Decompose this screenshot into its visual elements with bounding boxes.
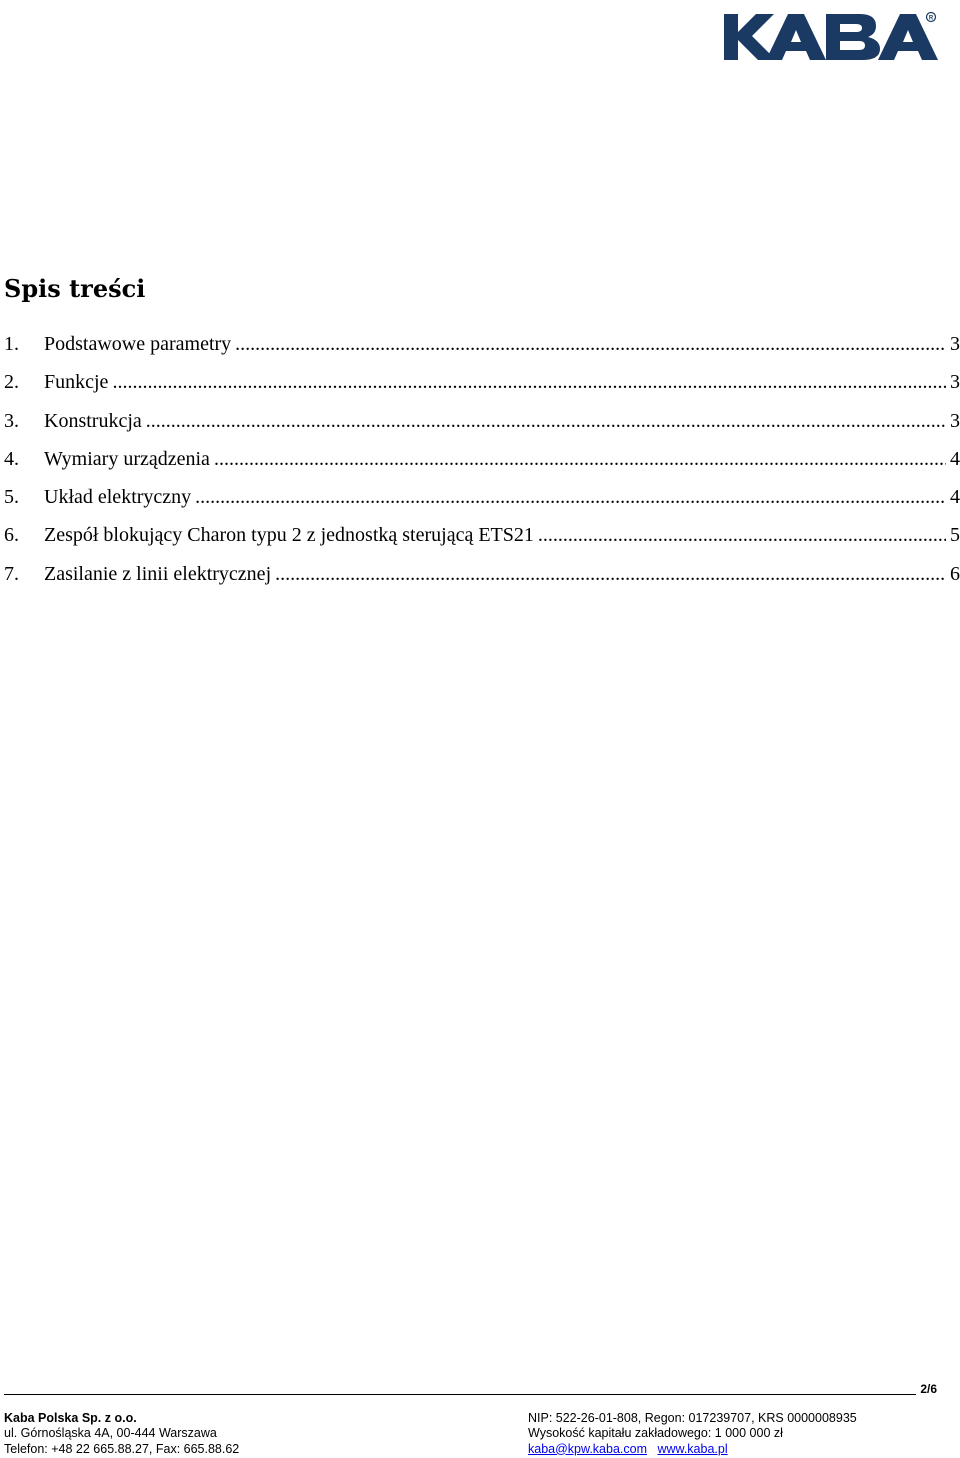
toc-entry-page: 3: [950, 409, 960, 432]
toc-entry[interactable]: [4, 410, 960, 448]
toc-entry-page: 4: [950, 447, 960, 470]
company-capital: Wysokość kapitału zakładowego: 1 000 000 zł: [528, 1426, 783, 1441]
company-phone: Telefon: +48 22 665.88.27, Fax: 665.88.62: [4, 1441, 240, 1456]
company-name: Kaba Polska Sp. z o.o.: [4, 1411, 137, 1425]
email-link[interactable]: kaba@kpw.kaba.com: [528, 1441, 648, 1456]
footer-company-info: [4, 1411, 239, 1457]
toc-entry-title: Podstawowe parametry: [44, 333, 232, 355]
toc-leader-dots: [195, 486, 946, 509]
toc-entry-page: 5: [950, 524, 960, 547]
toc-title: Spis treści: [4, 274, 146, 303]
toc-entry[interactable]: [4, 371, 960, 409]
toc-entry[interactable]: [4, 524, 960, 562]
toc-entry[interactable]: [4, 486, 960, 524]
footer-registration-info: [528, 1411, 857, 1457]
toc-entry-number: 3.: [4, 409, 19, 432]
company-nip: NIP: 522-26-01-808, Regon: 017239707, KRS 0000008935: [528, 1411, 857, 1425]
toc-entry-page: 3: [950, 371, 960, 394]
toc-entry-title: Układ elektryczny: [44, 486, 192, 509]
company-address: ul. Górnośląska 4A, 00-444 Warszawa: [4, 1426, 217, 1441]
toc-entry-number: 5.: [4, 486, 19, 509]
toc-entry[interactable]: [4, 333, 960, 371]
toc-entry-title: Konstrukcja: [44, 409, 142, 432]
toc-entry[interactable]: [4, 563, 960, 601]
toc-entry-title: Zespół blokujący Charon typu 2 z jednostką sterującą ETS21: [44, 524, 534, 547]
toc-entry-number: 4.: [4, 447, 19, 470]
toc-entry-number: 1.: [4, 333, 19, 355]
svg-text:R: R: [928, 15, 934, 22]
toc-leader-dots: [235, 333, 946, 356]
toc-entry-number: 7.: [4, 562, 19, 585]
toc-leader-dots: [146, 410, 946, 433]
toc-entry[interactable]: [4, 448, 960, 486]
toc-entry-number: 2.: [4, 371, 19, 394]
footer-divider: [4, 1394, 916, 1395]
website-link[interactable]: www.kaba.pl: [657, 1441, 728, 1456]
toc-leader-dots: [538, 524, 946, 547]
toc-entry-page: 6: [950, 562, 960, 585]
toc-leader-dots: [214, 448, 946, 471]
table-of-contents: [4, 333, 960, 601]
toc-entry-title: Funkcje: [44, 371, 109, 394]
toc-entry-title: Zasilanie z linii elektrycznej: [44, 562, 272, 585]
footer-links: [528, 1442, 857, 1457]
toc-leader-dots: [275, 563, 946, 586]
toc-entry-page: 4: [950, 486, 960, 509]
kaba-logo: [722, 8, 942, 64]
toc-entry-page: 3: [950, 333, 960, 355]
toc-leader-dots: [112, 371, 946, 394]
page-number: 2/6: [920, 1382, 937, 1396]
toc-entry-number: 6.: [4, 524, 19, 547]
toc-entry-title: Wymiary urządzenia: [44, 447, 210, 470]
